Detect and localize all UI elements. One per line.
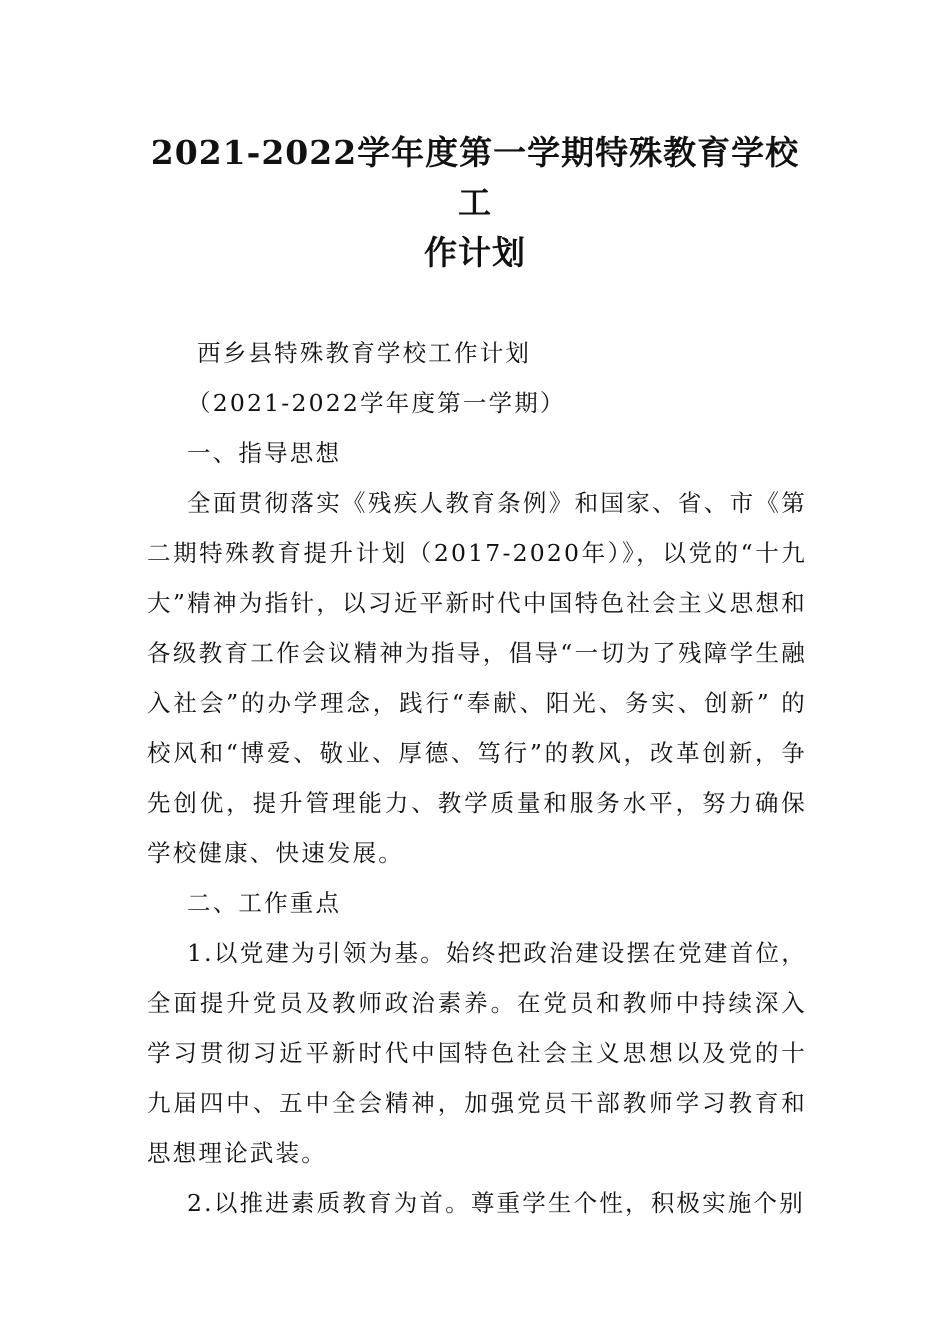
paragraph-guiding-ideology: 全面贯彻落实《残疾人教育条例》和国家、省、市《第二期特殊教育提升计划（2017-2020年）》，以党的“十九大”精神为指针，以习近平新时代中国特色社会主义思想和各级教育工作会议精神为指导，倡导“一切为了残障学生融入社会”的办学理念，践行“奉献、阳光、务实、创新” 的校风和“博爱、敬业、厚德、笃行”的教风，改革创新，争先创优，提升管理能力、教学质量和服务水平，努力确保学校健康、快速发展。 xyxy=(147,489,807,867)
term-subtitle: （2021-2022学年度第一学期） xyxy=(187,389,566,417)
section-heading-work-focus: 二、工作重点 xyxy=(187,889,342,917)
document-body xyxy=(147,328,807,1228)
title-line-2: 作计划 xyxy=(424,233,526,272)
document-title xyxy=(140,128,810,278)
title-line-1: 2021-2022学年度第一学期特殊教育学校工 xyxy=(150,133,800,222)
section-heading-guiding-ideology: 一、指导思想 xyxy=(187,439,342,467)
school-plan-heading: 西乡县特殊教育学校工作计划 xyxy=(197,339,532,367)
paragraph-item-2: 2.以推进素质教育为首。尊重学生个性，积极实施个别 xyxy=(187,1189,805,1217)
paragraph-item-1: 1.以党建为引领为基。始终把政治建设摆在党建首位，全面提升党员及教师政治素养。在党员和教师中持续深入学习贯彻习近平新时代中国特色社会主义思想以及党的十九届四中、五中全会精神，加强党员干部教师学习教育和思想理论武装。 xyxy=(147,939,807,1167)
